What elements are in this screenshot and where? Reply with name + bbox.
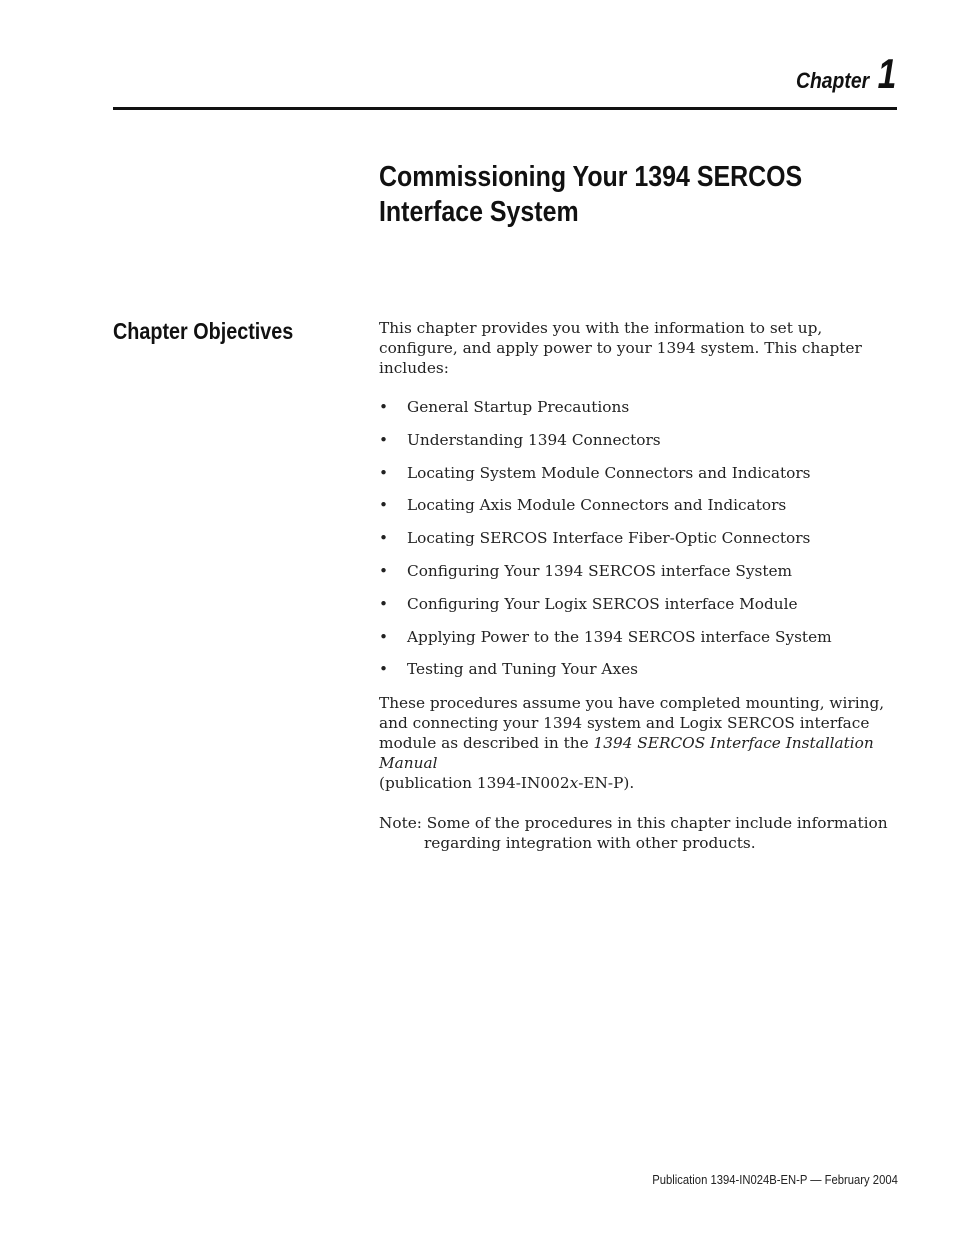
header-rule bbox=[113, 107, 897, 110]
bullet-icon: • bbox=[379, 529, 389, 548]
footer-publication: Publication 1394-IN024B-EN-P — February 2004 bbox=[652, 1173, 898, 1187]
list-item: • Testing and Tuning Your Axes bbox=[379, 660, 638, 679]
bullet-icon: • bbox=[379, 496, 389, 515]
note-paragraph: Note: Some of the procedures in this chapter include information regarding integration with other products. bbox=[379, 814, 888, 853]
bullet-icon: • bbox=[379, 561, 389, 580]
chapter-header bbox=[786, 50, 896, 98]
chapter-number: 1 bbox=[877, 50, 896, 97]
section-heading: Chapter Objectives bbox=[113, 318, 294, 344]
objectives-list bbox=[379, 397, 899, 692]
bullet-icon: • bbox=[379, 627, 389, 646]
bullet-icon: • bbox=[379, 398, 389, 416]
bullet-icon: • bbox=[379, 594, 389, 613]
intro-paragraph: This chapter provides you with the information to set up, configure, and apply power to your 1394 system. This chapter includes: bbox=[379, 319, 862, 377]
bullet-icon: • bbox=[379, 463, 389, 482]
list-item: • Applying Power to the 1394 SERCOS interface System bbox=[379, 627, 832, 646]
list-item: • Understanding 1394 Connectors bbox=[379, 430, 661, 449]
procedures-paragraph: These procedures assume you have completed mounting, wiring, and connecting your 1394 system and Logix SERCOS interface module as described in the 1394 SERCOS Interface Installation Manual (publication 1394-IN002x-EN-P). bbox=[379, 694, 885, 793]
page-title: Commissioning Your 1394 SERCOS Interface System bbox=[379, 161, 803, 228]
manual-title: 1394 SERCOS Interface Installation Manual bbox=[379, 734, 874, 773]
bullet-icon: • bbox=[379, 430, 389, 449]
list-item: • Locating Axis Module Connectors and Indicators bbox=[379, 496, 787, 515]
list-item: • Configuring Your 1394 SERCOS interface System bbox=[379, 561, 793, 580]
list-item: • Configuring Your Logix SERCOS interface Module bbox=[379, 594, 798, 613]
list-item: • Locating SERCOS Interface Fiber-Optic Connectors bbox=[379, 529, 811, 548]
list-item: • Locating System Module Connectors and Indicators bbox=[379, 463, 811, 482]
list-item: • General Startup Precautions bbox=[379, 398, 630, 416]
section-body bbox=[379, 318, 899, 853]
bullet-icon: • bbox=[379, 660, 389, 679]
chapter-label: Chapter bbox=[795, 68, 869, 93]
